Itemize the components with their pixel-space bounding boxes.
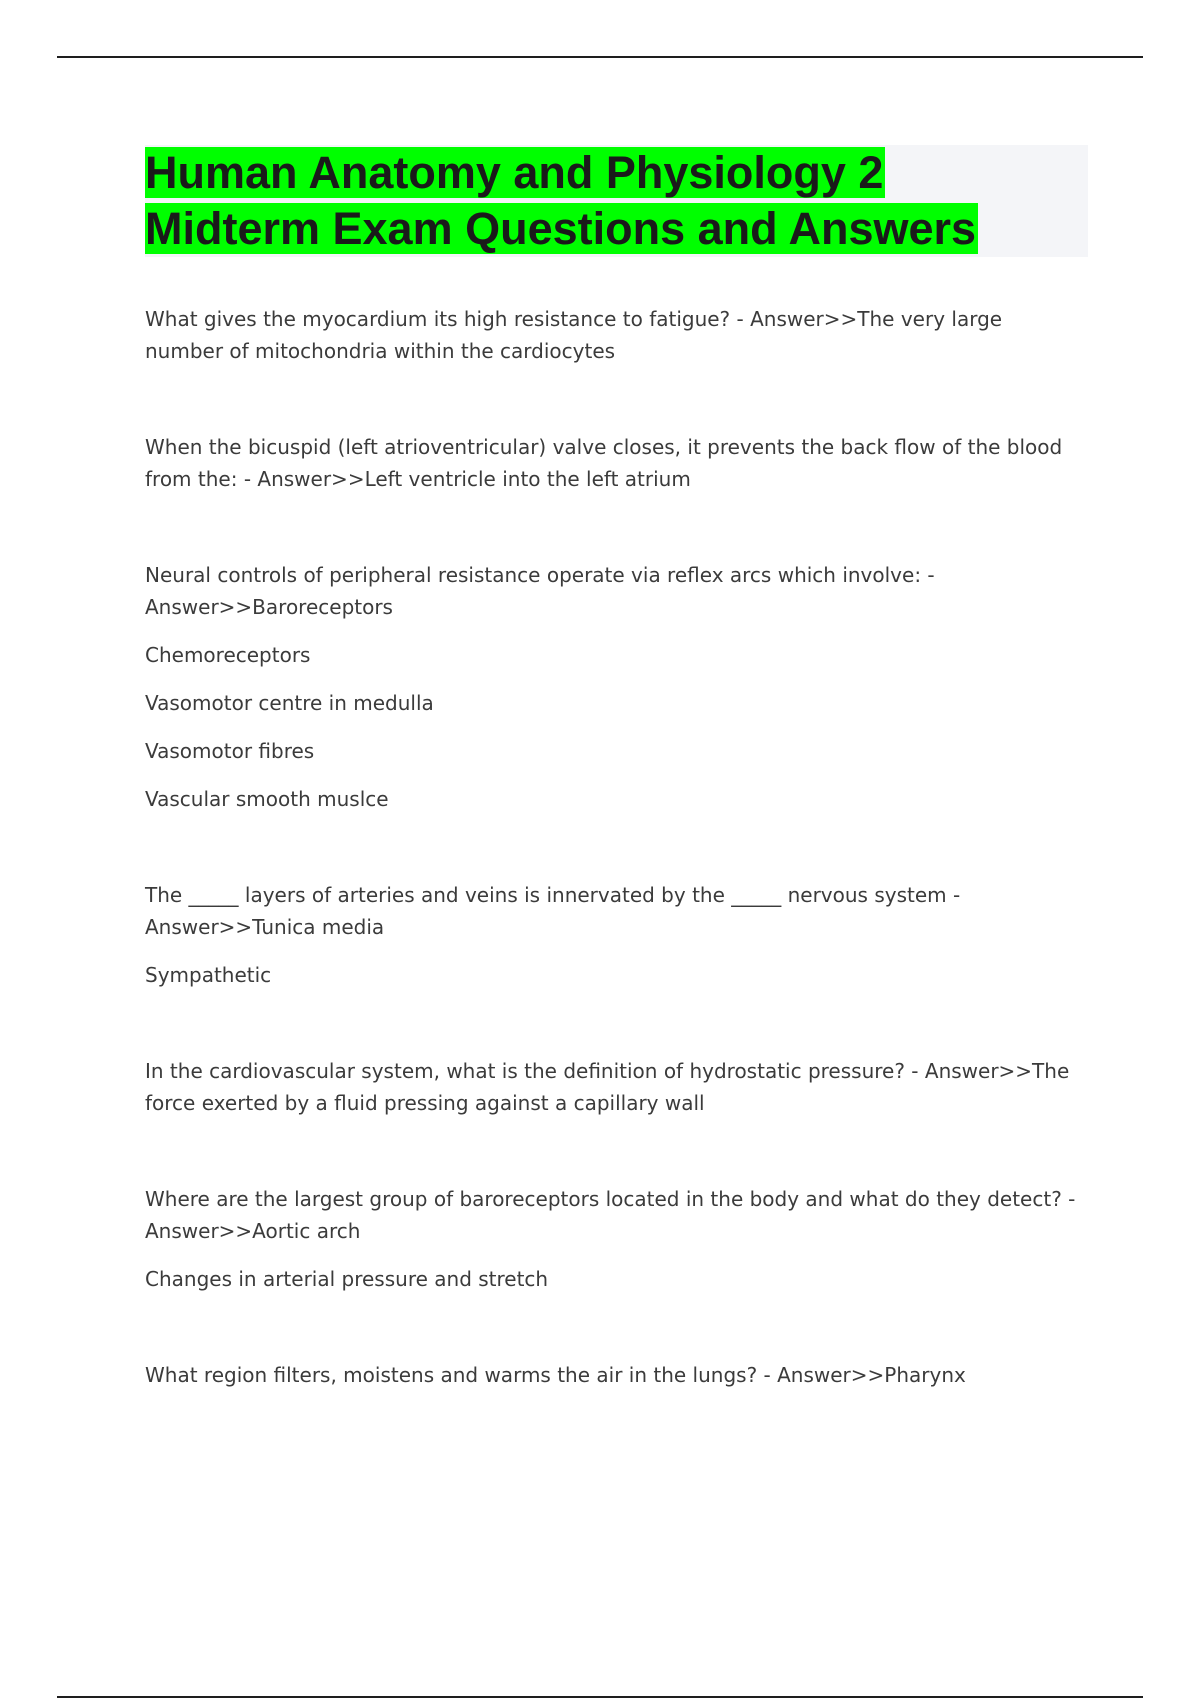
qa-answer-line: Chemoreceptors xyxy=(145,643,311,667)
title-line-1: Human Anatomy and Physiology 2 xyxy=(145,147,884,198)
title-block xyxy=(145,145,1088,257)
header-rule xyxy=(57,56,1143,58)
qa-answer-line: Vasomotor fibres xyxy=(145,739,315,763)
qa-question: What region filters, moistens and warms the air in the lungs? - Answer>>Pharynx xyxy=(145,1363,966,1387)
qa-question: What gives the myocardium its high resistance to fatigue? - Answer>>The very large number of mitochondria within the cardiocytes xyxy=(145,307,1003,363)
qa-list xyxy=(145,303,1085,1455)
title-highlight xyxy=(145,147,978,254)
qa-item-6 xyxy=(145,1183,1085,1295)
qa-answer-line: Vascular smooth muslce xyxy=(145,787,389,811)
qa-question: Where are the largest group of baroreceptors located in the body and what do they detect? - Answer>>Aortic arch xyxy=(145,1187,1076,1243)
qa-item-5 xyxy=(145,1055,1085,1119)
footer-rule xyxy=(57,1696,1143,1698)
qa-answer-line: Changes in arterial pressure and stretch xyxy=(145,1267,549,1291)
qa-item-1 xyxy=(145,303,1085,367)
qa-question: The _____ layers of arteries and veins is innervated by the _____ nervous system - Answer>>Tunica media xyxy=(145,883,961,939)
document-title xyxy=(145,145,1088,257)
qa-item-4 xyxy=(145,879,1085,991)
qa-item-7 xyxy=(145,1359,1085,1391)
qa-answer-line: Sympathetic xyxy=(145,963,272,987)
qa-question: When the bicuspid (left atrioventricular) valve closes, it prevents the back flow of the blood from the: - Answer>>Left ventricle into the left atrium xyxy=(145,435,1063,491)
qa-item-3 xyxy=(145,559,1085,815)
title-line-2: Midterm Exam Questions and Answers xyxy=(145,203,977,254)
qa-answer-line: Vasomotor centre in medulla xyxy=(145,691,434,715)
qa-question: Neural controls of peripheral resistance operate via reflex arcs which involve: - Answer>>Baroreceptors xyxy=(145,563,935,619)
qa-item-2 xyxy=(145,431,1085,495)
qa-question: In the cardiovascular system, what is the definition of hydrostatic pressure? - Answer>>The force exerted by a fluid pressing against a capillary wall xyxy=(145,1059,1070,1115)
